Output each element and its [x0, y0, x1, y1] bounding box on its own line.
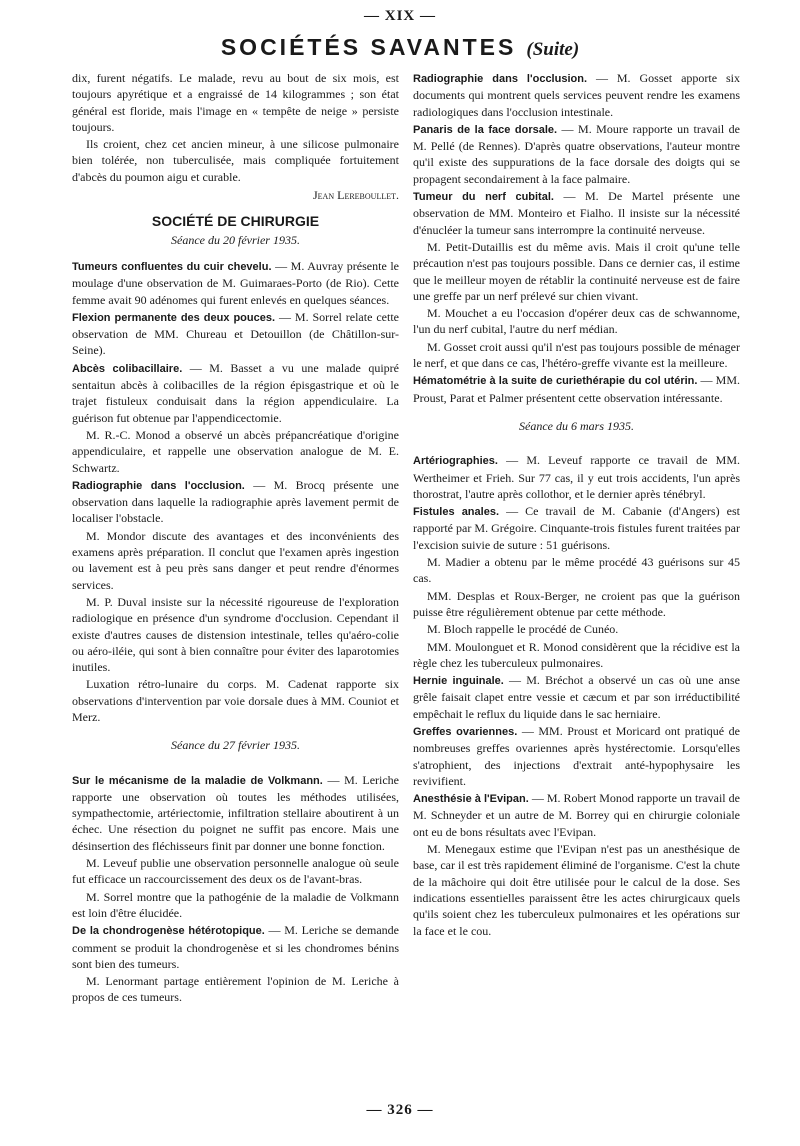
entry-paragraph	[413, 588, 740, 621]
continuation-paragraph-2: Ils croient, chez cet ancien mineur, à une silicose pulmonaire bien tolérée, non tuberculisée, mais compliquée fortuitement d'abcès du poumon aigu et curable.	[72, 137, 399, 184]
entry-paragraph	[72, 594, 399, 675]
entry-text: M. Bloch rappelle le procédé de Cunéo.	[427, 622, 619, 637]
entry-paragraph	[72, 676, 399, 725]
entry-run-in-title: Flexion permanente des deux pouces.	[72, 311, 276, 324]
entry-run-in-title: Panaris de la face dorsale.	[413, 123, 558, 136]
page-number: — 326 —	[366, 1102, 434, 1118]
entry-text: MM. Moulonguet et R. Monod considèrent que la récidive est la règle chez les tuberculeux pulmonaires.	[413, 639, 740, 670]
entry-run-in-title: Radiographie dans l'occlusion.	[413, 73, 588, 85]
entry-text: — M. Leriche se demande comment se produit la chondrogenèse et si les chondromes bénins sont bien des tumeurs.	[72, 923, 399, 971]
entry-text: MM. Desplas et Roux-Berger, ne croient pas que la guérison puisse être régulièrement obtenue par cette méthode.	[413, 588, 740, 619]
roman-page-number: — XIX —	[363, 8, 436, 24]
entry-paragraph	[413, 554, 740, 587]
entry-paragraph	[413, 790, 740, 840]
entry-text: — Ce travail de M. Cabanie (d'Angers) est rapporté par M. Grégoire. Cinquante-trois fistules furent traitées par l'excision suivie de suture : 51 guérisons.	[413, 504, 740, 552]
entry-text: — MM. Proust et Moricard ont pratiqué de nombreuses greffes ovariennes après hystérectomie. Lorsqu'elles s'atrophient, des injections d'extrait anté-hypophysaire les revivifient.	[413, 723, 740, 788]
entry-text: — M. Moure rapporte un travail de M. Pellé (de Rennes). D'après quatre observations, l'auteur montre qu'il existe des suppurations de la face dorsale des doigts qui se propagent secondairement à la face palmaire.	[413, 121, 740, 186]
entry-paragraph	[72, 528, 399, 593]
entry-paragraph	[72, 309, 399, 359]
page-title	[0, 34, 800, 61]
entry-text: — M. Gosset apporte six documents qui montrent quels services peuvent rendre les examens radiologiques dans l'occlusion intestinale.	[413, 71, 740, 119]
entry-run-in-title: Tumeurs confluentes du cuir chevelu.	[72, 260, 272, 273]
seance-heading: Séance du 6 mars 1935.	[519, 418, 634, 433]
entry-text: M. Petit-Dutaillis est du même avis. Mais il croit qu'une telle précaution n'est pas toujours possible. Dans ce dernier cas, il estime que le meilleur moyen de rétablir la continuité nerveuse est de faire une greffe par un nerf prélevé sur chien vivant.	[413, 239, 740, 303]
page-title-main: SOCIÉTÉS SAVANTES	[220, 34, 517, 60]
entry-text: M. Mondor discute des avantages et des inconvénients des examens après préparation. Il conclut que l'examen après ingestion ou lavement est à peu près sans danger et peut rendre d'énormes services.	[72, 528, 399, 592]
entry-text: — M. Sorrel relate cette observation de MM. Chureau et Detouillon (de Châtillon-sur-Seine).	[72, 309, 399, 358]
society-heading: SOCIÉTÉ DE CHIRURGIE	[151, 213, 320, 230]
entry-text: — M. Leriche rapporte une observation où toutes les méthodes utilisées, sympathectomie, artériectomie, infiltration stellaire aboutirent à un échec. Une résection du poignet ne suffit pas encore. Mais une désinsertion des fléchisseurs finit par donner une bonne fonction.	[72, 772, 400, 853]
author-signature: Jean Lereboullet.	[313, 188, 399, 203]
entry-paragraph	[413, 305, 740, 338]
continuation-paragraph-1: dix, furent négatifs. Le malade, revu au bout de six mois, est toujours apyrétique et a engraissé de 14 kilogrammes ; son état général est floride, mais l'image en « tempête de neige » persiste toujours.	[72, 71, 399, 134]
entry-run-in-title: De la chondrogenèse hétérotopique.	[72, 925, 265, 938]
entry-paragraph	[72, 772, 399, 854]
entry-run-in-title: Fistules anales.	[413, 506, 499, 519]
entries-seance-1-continued	[413, 70, 740, 406]
entry-text: M. Gosset croit aussi qu'il n'est pas toujours possible de ménager le nerf, et que dans ce cas, l'hétéro-greffe vivante est la meilleure.	[413, 339, 740, 371]
seance-heading: Séance du 27 février 1935.	[171, 738, 300, 753]
entry-run-in-title: Abcès colibacillaire.	[72, 362, 183, 375]
entry-paragraph	[413, 188, 740, 238]
entry-paragraph	[413, 339, 740, 372]
entry-run-in-title: Hernie inguinale.	[413, 675, 504, 688]
entry-text: M. Madier a obtenu par le même procédé 43 guérisons sur 45 cas.	[413, 555, 740, 586]
entry-text: M. Sorrel montre que la pathogénie de la maladie de Volkmann est loin d'être élucidée.	[72, 889, 399, 920]
entry-text: — MM. Proust, Parat et Palmer présentent cette observation intéressante.	[413, 373, 740, 405]
entry-paragraph	[413, 372, 740, 406]
entry-paragraph	[413, 723, 740, 789]
entry-text: M. Menegaux estime que l'Evipan n'est pas un anesthésique de base, car il est très rapidement éliminé de l'organisme. C'est la chute de la mâchoire qui doit être utilisée pour le calcul de la dose. Ses indications essentielles paraissent être les actes chirurgicaux quels qu'ils soient chez les tuberculeux pulmonaires et les opérations sur la face et le cou.	[413, 842, 740, 938]
entry-text: M. P. Duval insiste sur la nécessité rigoureuse de l'exploration radiologique en présence d'un syndrome d'occlusion. Cependant il existe d'autres causes de distension intestinale, telles qu'aéro-colie ou aéro-iléie, qui sont à bien connaître pour éviter des laparotomies inutiles.	[72, 594, 399, 675]
entry-run-in-title: Artériographies.	[413, 455, 498, 468]
entry-paragraph	[72, 973, 399, 1006]
right-column	[413, 70, 740, 940]
entries-seance-1	[72, 258, 399, 725]
entry-paragraph	[413, 639, 740, 672]
entry-paragraph	[413, 672, 740, 722]
entry-paragraph	[72, 855, 399, 888]
left-column	[72, 70, 399, 1007]
entry-paragraph	[72, 427, 399, 476]
entries-seance-2	[72, 772, 399, 1006]
entry-paragraph	[72, 889, 399, 922]
entry-text: — M. Brocq présente une observation dans laquelle la radiographie après lavement permit de localiser l'obstacle.	[72, 477, 399, 526]
entry-text: — M. Auvray présente le moulage d'une observation de M. Guimaraes-Porto (de Rio). Cette femme avait 90 adénomes qui furent enlevés en quelques séances.	[72, 258, 399, 307]
entry-text: — M. Basset a vu une malade quipré sentaitun abcès à colibacilles de la région épisgastrique et où le trajet fistuleux conduisait dans la région appendiculaire. La guérison fut obtenue par l'appendicectomie.	[72, 360, 399, 425]
entry-text: — M. Bréchot a observé un cas où une anse grêle faisait clapet entre vessie et cæcum et par son irréductibilité empêchait le reflux du liquide dans le sac herniaire.	[413, 673, 740, 721]
seance-heading: Séance du 20 février 1935.	[171, 232, 300, 247]
entry-run-in-title: Greffes ovariennes.	[413, 725, 518, 738]
entry-paragraph	[413, 841, 740, 939]
entry-paragraph	[413, 452, 740, 502]
entry-text: M. Mouchet a eu l'occasion d'opérer deux cas de schwannome, l'un du nerf cubital, l'autre du nerf médian.	[413, 306, 740, 337]
page-title-suite: (Suite)	[526, 39, 580, 60]
entry-text: — M. Leveuf rapporte ce travail de MM. Wertheimer et Frieh. Sur 77 cas, il y eut trois accidents, l'un après thorostrat, l'autre après collothor, et le dernier après ténébryl.	[413, 453, 740, 501]
entry-text: M. Lenormant partage entièrement l'opinion de M. Leriche à propos de ces tumeurs.	[72, 974, 399, 1005]
entry-paragraph	[72, 360, 399, 426]
entry-paragraph	[413, 239, 740, 304]
entry-paragraph	[413, 121, 740, 187]
entry-paragraph	[413, 70, 740, 120]
entry-text: Luxation rétro-lunaire du corps. M. Cadenat rapporte six observations d'intervention par voie dorsale dues à MM. Couniot et Merz.	[72, 677, 399, 724]
entry-text: M. Leveuf publie une observation personnelle analogue où seule fut efficace un raccourcissement des deux os de l'avant-bras.	[72, 856, 399, 887]
entry-paragraph	[72, 258, 399, 308]
entry-text: M. R.-C. Monod a observé un abcès prépancréatique d'origine appendiculaire, et rappelle une observation analogue de M. E. Schwartz.	[72, 427, 399, 475]
entry-paragraph	[413, 621, 740, 637]
entry-run-in-title: Tumeur du nerf cubital.	[413, 191, 554, 204]
entry-paragraph	[72, 922, 399, 972]
entry-run-in-title: Radiographie dans l'occlusion.	[72, 479, 245, 492]
entry-text: — M. Robert Monod rapporte un travail de M. Schneyder et un autre de M. Borrey qui en chirurgie coloniale ont eu de bons résultats avec l'Evipan.	[413, 791, 740, 839]
entry-run-in-title: Anesthésie à l'Evipan.	[413, 793, 529, 806]
entry-paragraph	[413, 503, 740, 553]
entry-run-in-title: Sur le mécanisme de la maladie de Volkmann.	[72, 774, 323, 787]
entries-seance-3	[413, 452, 740, 939]
entry-paragraph	[72, 477, 399, 527]
entry-text: — M. De Martel présente une observation de MM. Monteiro et Fialho. Il insiste sur la nécessité d'énucléer la tumeur sans interrompre la continuité nerveuse.	[413, 189, 741, 237]
entry-run-in-title: Hématométrie à la suite de curiethérapie du col utérin.	[413, 375, 698, 388]
